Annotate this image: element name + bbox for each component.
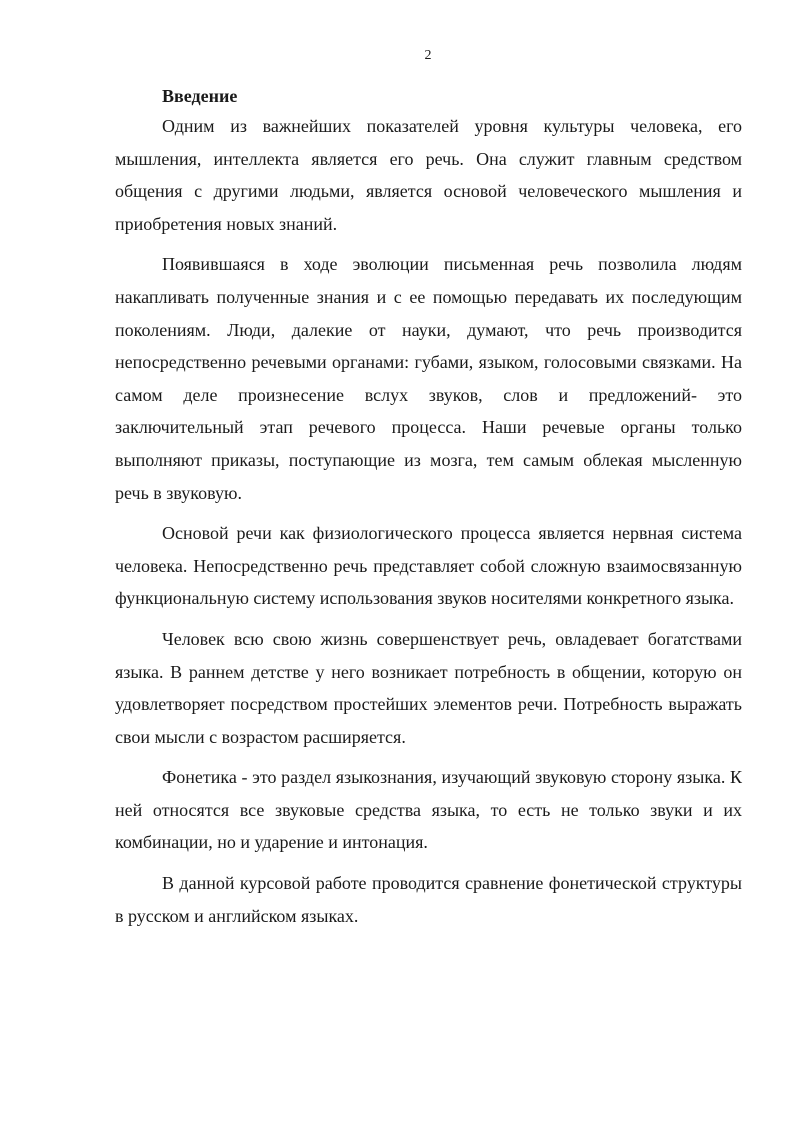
paragraph-2: Появившаяся в ходе эволюции письменная речь позволила людям накапливать полученные знания и с ее помощью передавать их последующим поколениям. Люди, далекие от науки, думают, что речь производится непосредственно речевыми органами: губами, языком, голосовыми связками. На самом деле произнесение вслух звуков, слов и предложений- это заключительный этап речевого процесса. Наши речевые органы только выполняют приказы, поступающие из мозга, тем самым облекая мысленную речь в звуковую.	[115, 254, 742, 503]
paragraph-1: Одним из важнейших показателей уровня культуры человека, его мышления, интеллекта является его речь. Она служит главным средством общения с другими людьми, является основой человеческого мышления и приобретения новых знаний.	[115, 116, 742, 234]
section-heading: Введение	[162, 86, 238, 106]
paragraph-3: Основой речи как физиологического процесса является нервная система человека. Непосредственно речь представляет собой сложную взаимосвязанную функциональную систему использования звуков носителями конкретного языка.	[115, 523, 742, 609]
paragraph-6: В данной курсовой работе проводится сравнение фонетической структуры в русском и английском языках.	[115, 873, 742, 926]
page-number: 2	[424, 48, 432, 63]
paragraph-4: Человек всю свою жизнь совершенствует речь, овладевает богатствами языка. В раннем детстве у него возникает потребность в общении, которую он удовлетворяет посредством простейших элементов речи. Потребность выражать свои мысли с возрастом расширяется.	[115, 628, 742, 747]
document-body	[115, 82, 742, 940]
paragraph-5: Фонетика - это раздел языкознания, изучающий звуковую сторону языка. К ней относятся все звуковые средства языка, то есть не только звуки и их комбинации, но и ударение и интонация.	[115, 767, 742, 853]
